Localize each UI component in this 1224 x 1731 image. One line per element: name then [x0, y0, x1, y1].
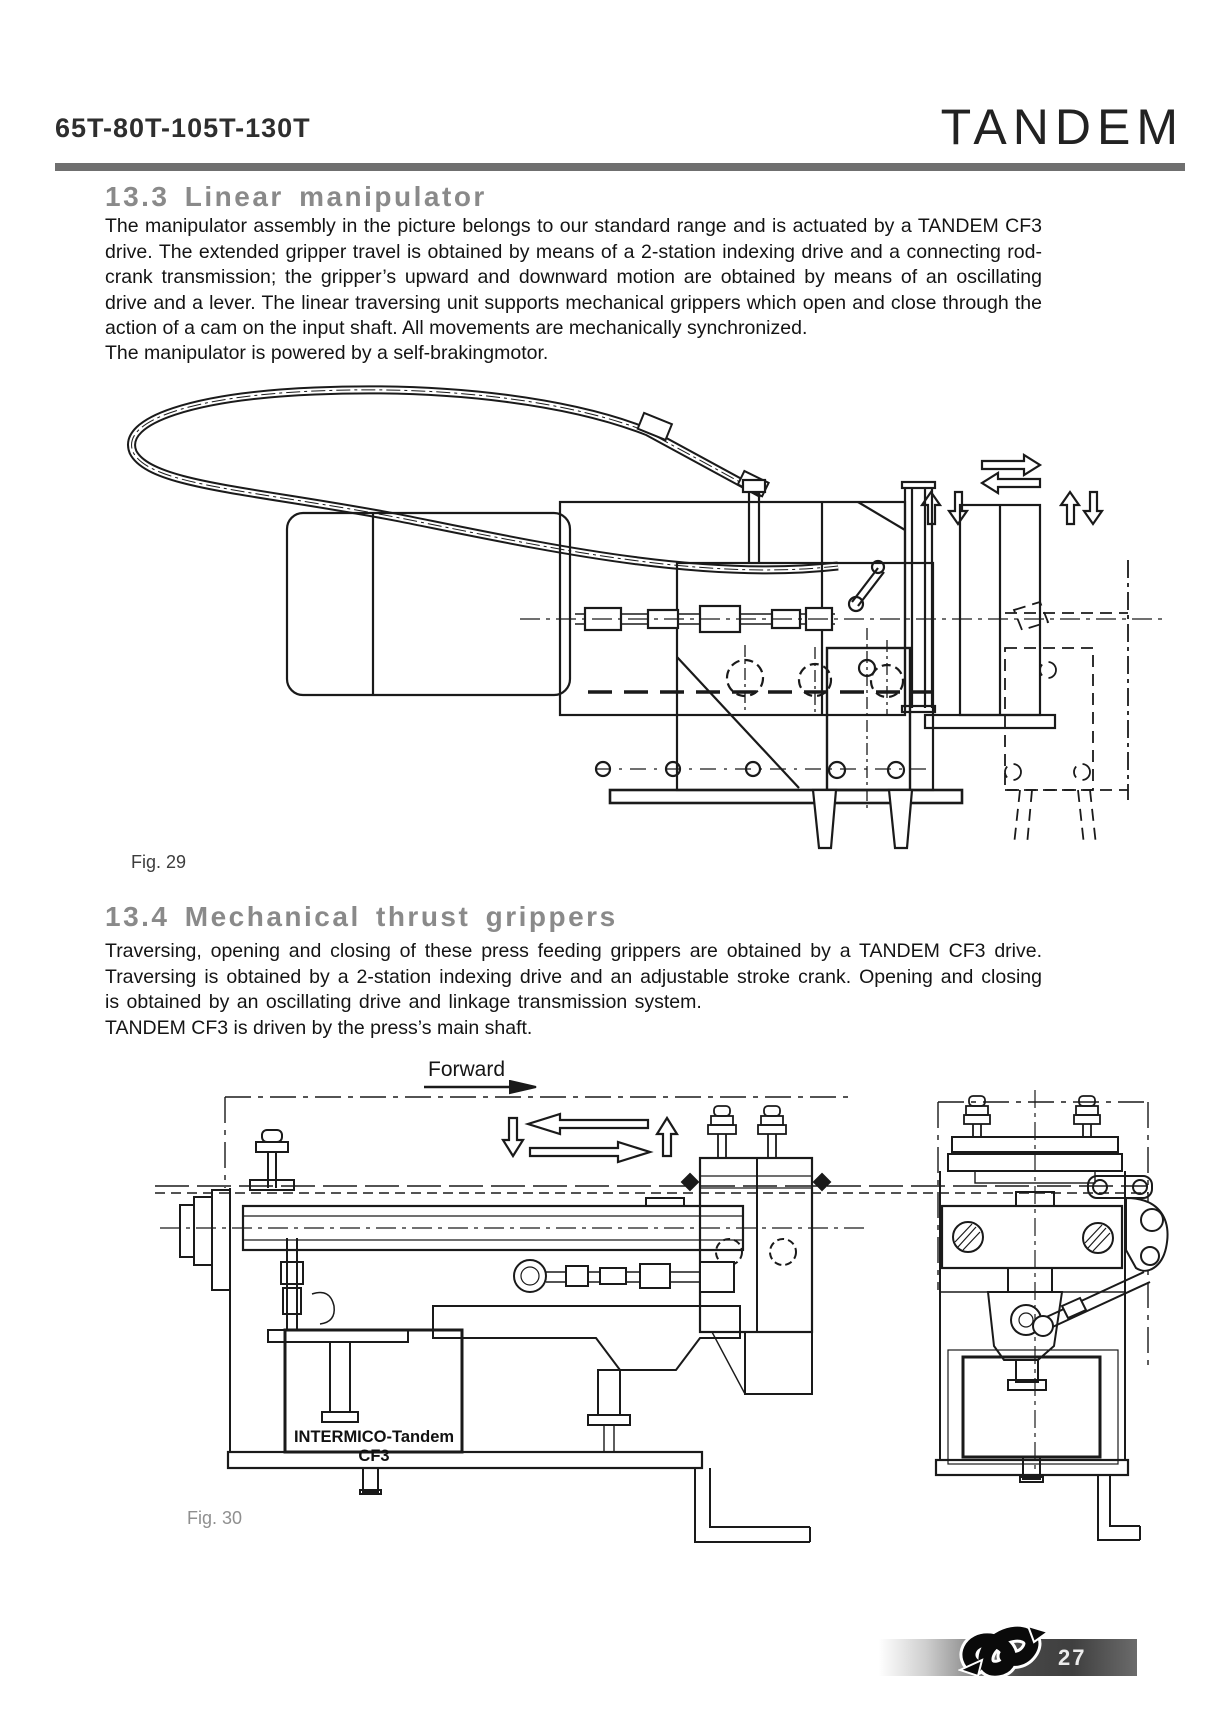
fig30-motion-arrows: [503, 1114, 677, 1162]
section-13-3-paragraph2: The manipulator is powered by a self-brakingmotor.: [105, 342, 549, 364]
knot-logo-icon: [958, 1616, 1062, 1688]
fig30-caption: Fig. 30: [187, 1508, 243, 1528]
section-13-4-heading: 13.4 Mechanical thrust grippers: [105, 901, 618, 932]
forward-arrow-icon: [424, 1081, 536, 1093]
brand-logo-text: TANDEM: [940, 99, 1184, 155]
header-model-range: 65T-80T-105T-130T: [55, 113, 311, 143]
fig29-machine-body: [287, 480, 1055, 848]
unit-name-label: INTERMICO-Tandem CF3: [293, 1428, 455, 1465]
header-rule: [55, 163, 1185, 171]
section-13-3-heading: 13.3 Linear manipulator: [105, 181, 487, 212]
forward-label: Forward: [428, 1058, 506, 1081]
fig29-ghost-station: [1005, 560, 1128, 845]
fig30-drawing: [0, 1080, 1224, 1580]
section-13-4-paragraph2: TANDEM CF3 is driven by the press’s main shaft.: [105, 1017, 533, 1039]
section-13-4-paragraph: Traversing, opening and closing of these press feeding grippers are obtained by a TANDEM CF3 drive. Traversing is obtained by a 2-station indexing drive and an adjustable stroke crank. Opening and closing is obtained by an oscillating drive and linkage transmission system.: [105, 940, 1042, 1013]
fig29-drawing: [0, 370, 1224, 870]
page-number: 27: [1058, 1645, 1087, 1670]
section-13-3-paragraph: The manipulator assembly in the picture belongs to our standard range and is actuated by a TANDEM CF3 drive. The extended gripper travel is obtained by means of a 2-station indexing drive and a connecting rod-crank transmission; the gripper’s upward and downward motion are obtained by means of an oscillating drive and a lever. The linear traversing unit supports mechanical grippers which open and close through the action of a cam on the input shaft. All movements are mechanically synchronized.: [105, 215, 1042, 339]
fig29-cable-loop: [132, 390, 838, 570]
fig29-caption: Fig. 29: [131, 852, 187, 872]
fig29-motion-arrows: [922, 455, 1102, 524]
fig30-end-view: [936, 1096, 1167, 1540]
fig30-side-view: [180, 1106, 830, 1542]
